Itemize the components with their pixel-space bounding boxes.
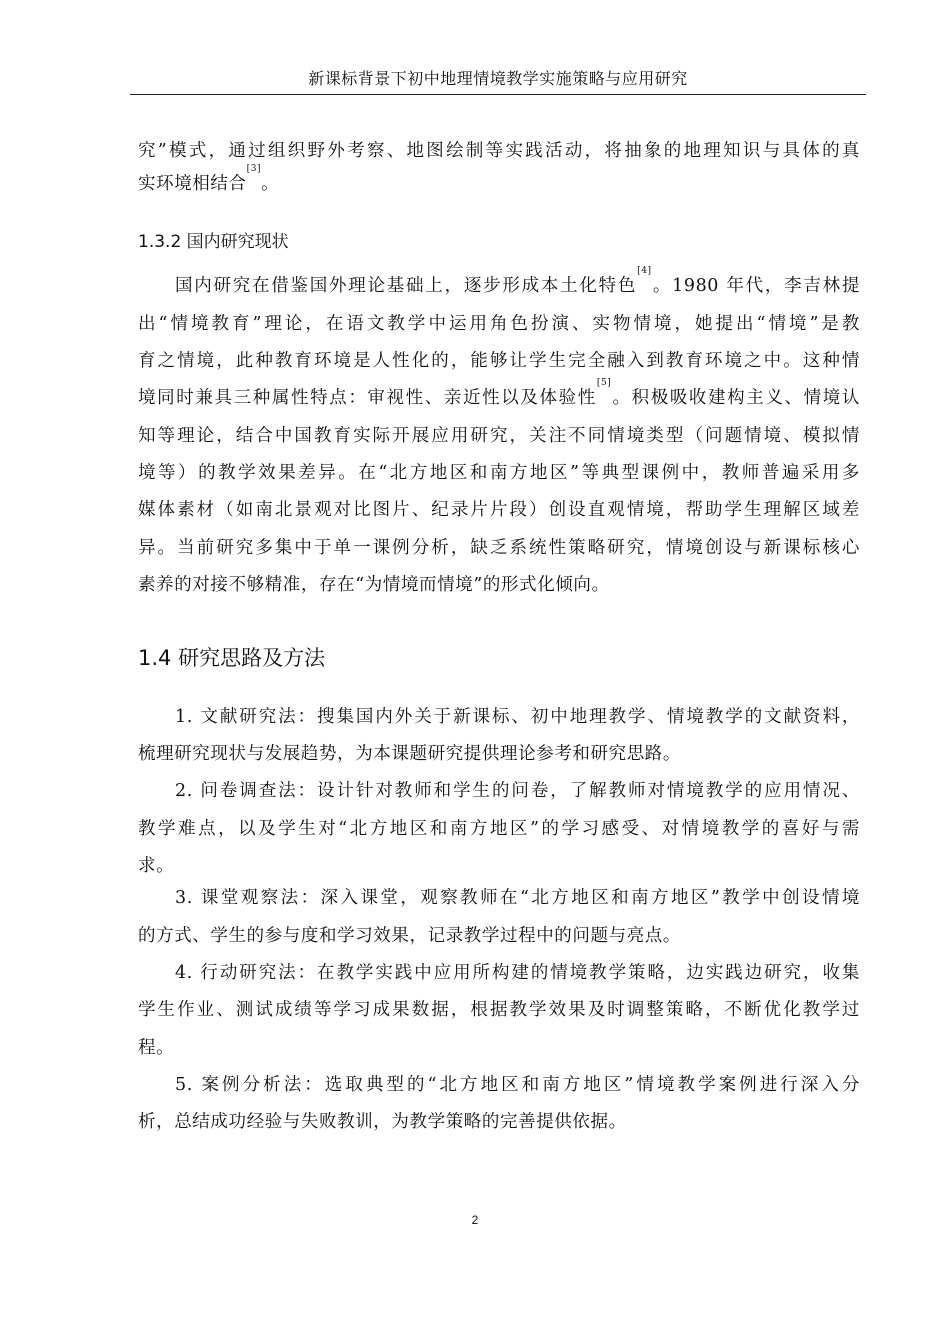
section-heading-1-3-2: 1.3.2 国内研究现状 [138, 232, 289, 252]
paragraph-line: 究”模式，通过组织野外考察、地图绘制等实践活动，将抽象的地理知识与具体的真 [138, 141, 860, 161]
paragraph-line: 出“情境教育”理论，在语文教学中运用角色扮演、实物情境，她提出“情境”是教 [138, 314, 860, 334]
paragraph-line [175, 266, 860, 298]
method-item-line: 3. 课堂观察法：深入课堂，观察教师在“北方地区和南方地区”教学中创设情境 [175, 888, 860, 908]
paragraph-text: 。1980 年代，李吉林提 [651, 276, 860, 296]
citation-ref: [4] [637, 266, 652, 276]
method-item-line: 1. 文献研究法：搜集国内外关于新课标、初中地理教学、情境教学的文献资料， [175, 707, 860, 727]
paragraph-line: 异。当前研究多集中于单一课例分析，缺乏系统性策略研究，情境创设与新课标核心 [138, 538, 860, 558]
paragraph-text: 。积极吸收建构主义、情境认 [611, 388, 860, 408]
page-number: 2 [471, 1213, 479, 1227]
paragraph-line: 知等理论，结合中国教育实际开展应用研究，关注不同情境类型（问题情境、模拟情 [138, 426, 860, 446]
citation-ref: [3] [246, 164, 262, 174]
method-item-line: 的方式、学生的参与度和学习效果，记录教学过程中的问题与亮点。 [138, 926, 681, 946]
method-item-line: 5. 案例分析法：选取典型的“北方地区和南方地区”情境教学案例进行深入分 [175, 1075, 860, 1095]
method-item-line: 析，总结成功经验与失败教训，为教学策略的完善提供依据。 [138, 1112, 627, 1132]
method-item-line: 2. 问卷调查法：设计针对教师和学生的问卷，了解教师对情境教学的应用情况、 [175, 781, 860, 801]
document-title: 新课标背景下初中地理情境教学实施策略与应用研究 [308, 69, 688, 88]
section-heading-1-4: 1.4 研究思路及方法 [138, 646, 326, 670]
paragraph-line: 境等）的教学效果差异。在“北方地区和南方地区”等典型课例中，教师普遍采用多 [138, 463, 860, 483]
paragraph-text: 。 [261, 174, 280, 194]
paragraph-line: 素养的对接不够精准，存在“为情境而情境”的形式化倾向。 [138, 575, 610, 595]
paragraph-line: 育之情境，此种教育环境是人性化的，能够让学生完全融入到教育环境之中。这种情 [138, 351, 860, 371]
method-item-line: 梳理研究现状与发展趋势，为本课题研究提供理论参考和研究思路。 [138, 744, 681, 764]
paragraph-text: 境同时兼具三种属性特点：审视性、亲近性以及体验性 [138, 388, 597, 408]
citation-ref: [5] [596, 378, 612, 388]
paragraph-line [138, 378, 860, 410]
method-item-line: 4. 行动研究法：在教学实践中应用所构建的情境教学策略，边实践边研究，收集 [175, 963, 860, 983]
paragraph-text: 国内研究在借鉴国外理论基础上，逐步形成本土化特色 [175, 276, 638, 296]
paragraph-text: 实环境相结合 [138, 174, 247, 194]
paragraph-line: 媒体素材（如南北景观对比图片、纪录片片段）创设直观情境，帮助学生理解区域差 [138, 500, 860, 520]
paragraph-line [138, 164, 860, 196]
method-item-line: 程。 [138, 1038, 175, 1058]
page-header [130, 68, 866, 95]
method-item-line: 求。 [138, 856, 175, 876]
method-item-line: 教学难点，以及学生对“北方地区和南方地区”的学习感受、对情境教学的喜好与需 [138, 819, 860, 839]
method-item-line: 学生作业、测试成绩等学习成果数据，根据教学效果及时调整策略，不断优化教学过 [138, 1000, 860, 1020]
